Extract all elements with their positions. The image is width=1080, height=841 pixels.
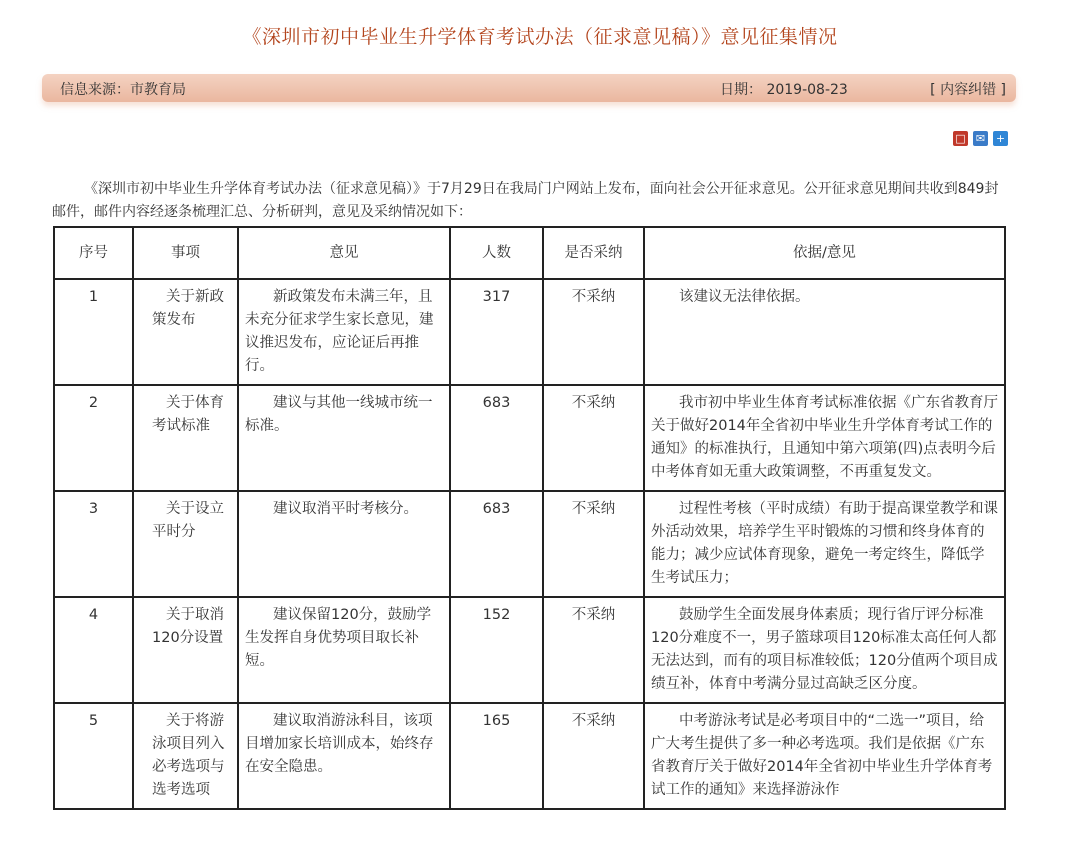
add-icon[interactable]: + — [993, 131, 1008, 146]
cell-basis: 该建议无法律依据。 — [644, 279, 1005, 385]
print-icon[interactable]: □ — [953, 131, 968, 146]
correction-link[interactable]: [ 内容纠错 ] — [930, 82, 1006, 98]
header-count: 人数 — [450, 227, 543, 279]
cell-adopt: 不采纳 — [543, 491, 644, 597]
cell-basis: 我市初中毕业生体育考试标准依据《广东省教育厅关于做好2014年全省初中毕业生升学体育考试工作的通知》的标准执行，且通知中第六项第(四)点表明今后中考体育如无重大政策调整，不再重复发文。 — [644, 385, 1005, 491]
table-row — [54, 703, 1005, 809]
share-toolbar — [953, 131, 1008, 146]
cell-no: 2 — [54, 385, 133, 491]
cell-count: 683 — [450, 385, 543, 491]
cell-count: 317 — [450, 279, 543, 385]
cell-count: 683 — [450, 491, 543, 597]
cell-item: 关于设立平时分 — [133, 491, 238, 597]
cell-basis: 鼓励学生全面发展身体素质；现行省厅评分标准120分难度不一，男子篮球项目120标准太高任何人都无法达到，而有的项目标准较低；120分值两个项目成绩互补，体育中考满分显过高缺乏区分度。 — [644, 597, 1005, 703]
cell-item: 关于将游泳项目列入必考选项与选考选项 — [133, 703, 238, 809]
cell-count: 152 — [450, 597, 543, 703]
cell-item: 关于取消120分设置 — [133, 597, 238, 703]
source-label: 信息来源：市教育局 — [60, 82, 186, 98]
page-title: 《深圳市初中毕业生升学体育考试办法（征求意见稿）》意见征集情况 — [242, 26, 838, 48]
header-no: 序号 — [54, 227, 133, 279]
date-label: 日期： 2019-08-23 — [720, 82, 848, 98]
header-basis: 依据/意见 — [644, 227, 1005, 279]
cell-adopt: 不采纳 — [543, 279, 644, 385]
intro-paragraph: 《深圳市初中毕业生升学体育考试办法（征求意见稿）》于7月29日在我局门户网站上发布，面向社会公开征求意见。公开征求意见期间共收到849封邮件，邮件内容经逐条梳理汇总、分析研判，意见及采纳情况如下： — [52, 181, 999, 220]
header-item: 事项 — [133, 227, 238, 279]
opinion-table — [53, 226, 1006, 810]
cell-no: 5 — [54, 703, 133, 809]
table-row — [54, 279, 1005, 385]
cell-basis: 过程性考核（平时成绩）有助于提高课堂教学和课外活动效果，培养学生平时锻炼的习惯和终身体育的能力；减少应试体育现象，避免一考定终生，降低学生考试压力； — [644, 491, 1005, 597]
cell-opinion: 建议与其他一线城市统一标准。 — [238, 385, 450, 491]
cell-no: 4 — [54, 597, 133, 703]
cell-opinion: 建议保留120分，鼓励学生发挥自身优势项目取长补短。 — [238, 597, 450, 703]
header-adopt: 是否采纳 — [543, 227, 644, 279]
cell-adopt: 不采纳 — [543, 385, 644, 491]
mail-icon[interactable]: ✉ — [973, 131, 988, 146]
cell-opinion: 新政策发布未满三年，且未充分征求学生家长意见，建议推迟发布，应论证后再推行。 — [238, 279, 450, 385]
cell-adopt: 不采纳 — [543, 703, 644, 809]
cell-adopt: 不采纳 — [543, 597, 644, 703]
cell-no: 3 — [54, 491, 133, 597]
cell-item: 关于新政策发布 — [133, 279, 238, 385]
info-bar — [42, 74, 1016, 102]
header-opinion: 意见 — [238, 227, 450, 279]
table-row — [54, 385, 1005, 491]
cell-no: 1 — [54, 279, 133, 385]
cell-count: 165 — [450, 703, 543, 809]
cell-opinion: 建议取消平时考核分。 — [238, 491, 450, 597]
table-header-row — [54, 227, 1005, 279]
cell-item: 关于体育考试标准 — [133, 385, 238, 491]
table-row — [54, 491, 1005, 597]
cell-opinion: 建议取消游泳科目，该项目增加家长培训成本，始终存在安全隐患。 — [238, 703, 450, 809]
cell-basis: 中考游泳考试是必考项目中的“二选一”项目，给广大考生提供了多一种必考选项。我们是依据《广东省教育厅关于做好2014年全省初中毕业生升学体育考试工作的通知》来选择游泳作 — [644, 703, 1005, 809]
table-row — [54, 597, 1005, 703]
